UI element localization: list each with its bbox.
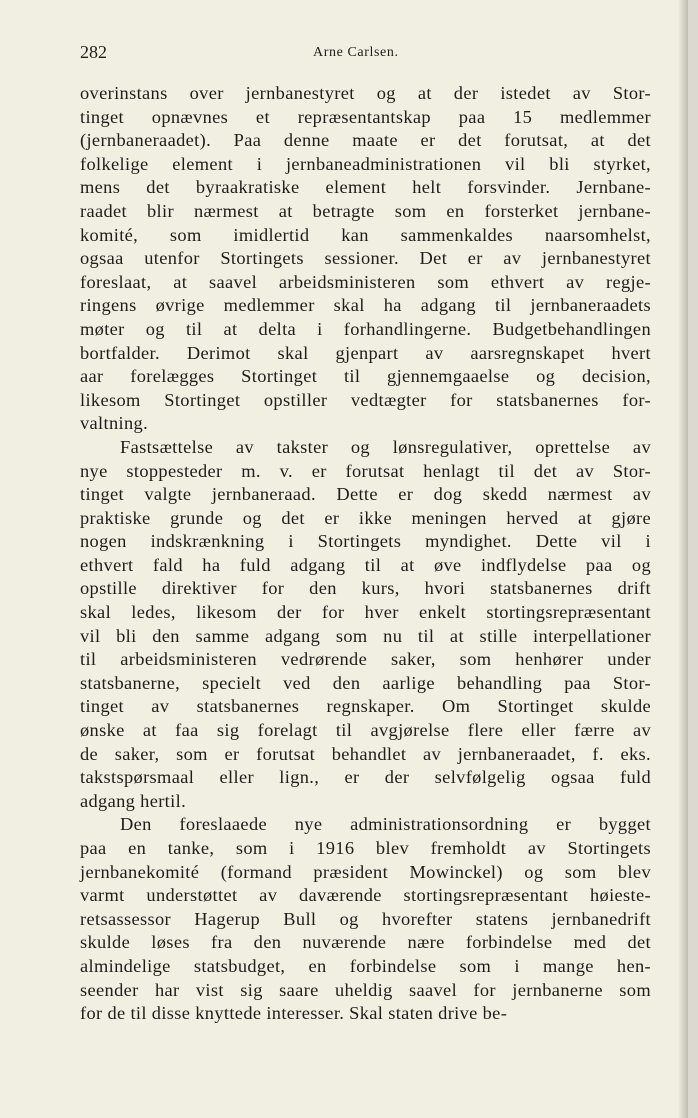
text-line: statsbanerne, specielt ved den aarlige behandling paa Stor- (80, 672, 651, 693)
text-line: foreslaat, at saavel arbeidsministeren som ethvert av regje- (80, 271, 651, 292)
body-text (80, 82, 651, 1026)
text-line: ogsaa utenfor Stortingets sessioner. Det er av jernbanestyret (80, 248, 651, 269)
text-line: til arbeidsministeren vedrørende saker, som henhører under (80, 649, 651, 670)
text-line: skal ledes, likesom der for hver enkelt stortingsrepræsentant (80, 602, 651, 623)
text-line: tinget valgte jernbaneraad. Dette er dog skedd nærmest av (80, 484, 651, 505)
text-line: nye stoppesteder m. v. er forutsat henlagt til det av Stor- (80, 460, 651, 481)
text-line: ringens øvrige medlemmer skal ha adgang til jernbaneraadets (80, 295, 651, 316)
running-head-author: Arne Carlsen. (313, 45, 399, 60)
text-line: opstille direktiver for den kurs, hvori statsbanernes drift (80, 578, 651, 599)
text-line: bortfalder. Derimot skal gjenpart av aarsregnskapet hvert (80, 342, 651, 363)
text-line: mens det byraakratiske element helt forsvinder. Jernbane- (80, 177, 651, 198)
text-line: seender har vist sig saare uheldig saavel for jernbanerne som (80, 979, 651, 1000)
paragraph (80, 436, 651, 814)
text-line: adgang hertil. (80, 790, 187, 811)
text-line: ønske at faa sig forelagt til avgjørelse flere eller færre av (80, 720, 651, 741)
text-line: tinget av statsbanernes regnskaper. Om Stortinget skulde (80, 696, 651, 717)
text-line: møter og til at delta i forhandlingerne. Budgetbehandlingen (80, 318, 651, 339)
text-line: aar forelægges Stortinget til gjennemgaaelse og decision, (80, 366, 651, 387)
text-line: Den foreslaaede nye administrationsordning er bygget (120, 814, 651, 835)
running-head (80, 42, 640, 66)
text-line: raadet blir nærmest at betragte som en forsterket jernbane- (80, 200, 651, 221)
text-line: praktiske grunde og det er ikke meningen herved at gjøre (80, 507, 651, 528)
text-line: jernbanekomité (formand præsident Mowinckel) og som blev (80, 861, 651, 882)
text-line: valtning. (80, 413, 149, 434)
text-line: (jernbaneraadet). Paa denne maate er det forutsat, at det (80, 130, 651, 151)
text-line: ethvert fald ha fuld adgang til at øve indflydelse paa og (80, 554, 651, 575)
text-line: folkelige element i jernbaneadministrationen vil bli styrket, (80, 153, 651, 174)
text-line: takstspørsmaal eller lign., er der selvfølgelig ogsaa fuld (80, 767, 651, 788)
text-line: tinget opnævnes et repræsentantskap paa 15 medlemmer (80, 106, 651, 127)
text-line: likesom Stortinget opstiller vedtægter for statsbanernes for- (80, 389, 651, 410)
text-line: de saker, som er forutsat behandlet av jernbaneraadet, f. eks. (80, 743, 651, 764)
text-line: for de til disse knyttede interesser. Skal staten drive be- (80, 1003, 508, 1024)
text-line: vil bli den samme adgang som nu til at stille interpellationer (80, 625, 651, 646)
page-number: 282 (80, 42, 107, 62)
page-edge-shadow (678, 0, 688, 1118)
text-line: varmt understøttet av daværende stortingsrepræsentant høieste- (80, 885, 651, 906)
text-line: retsassessor Hagerup Bull og hvorefter statens jernbanedrift (80, 908, 651, 929)
text-line: komité, som imidlertid kan sammenkaldes naarsomhelst, (80, 224, 651, 245)
text-line: almindelige statsbudget, en forbindelse som i mange hen- (80, 955, 651, 976)
text-line: nogen indskrænkning i Stortingets myndighet. Dette vil i (80, 531, 651, 552)
text-line: Fastsættelse av takster og lønsregulativer, oprettelse av (120, 436, 651, 457)
text-line: skulde løses fra den nuværende nære forbindelse med det (80, 932, 651, 953)
paragraph (80, 82, 651, 436)
text-line: paa en tanke, som i 1916 blev fremholdt av Stortingets (80, 838, 651, 858)
text-line: overinstans over jernbanestyret og at der istedet av Stor- (80, 83, 651, 103)
paragraph (80, 813, 651, 1025)
